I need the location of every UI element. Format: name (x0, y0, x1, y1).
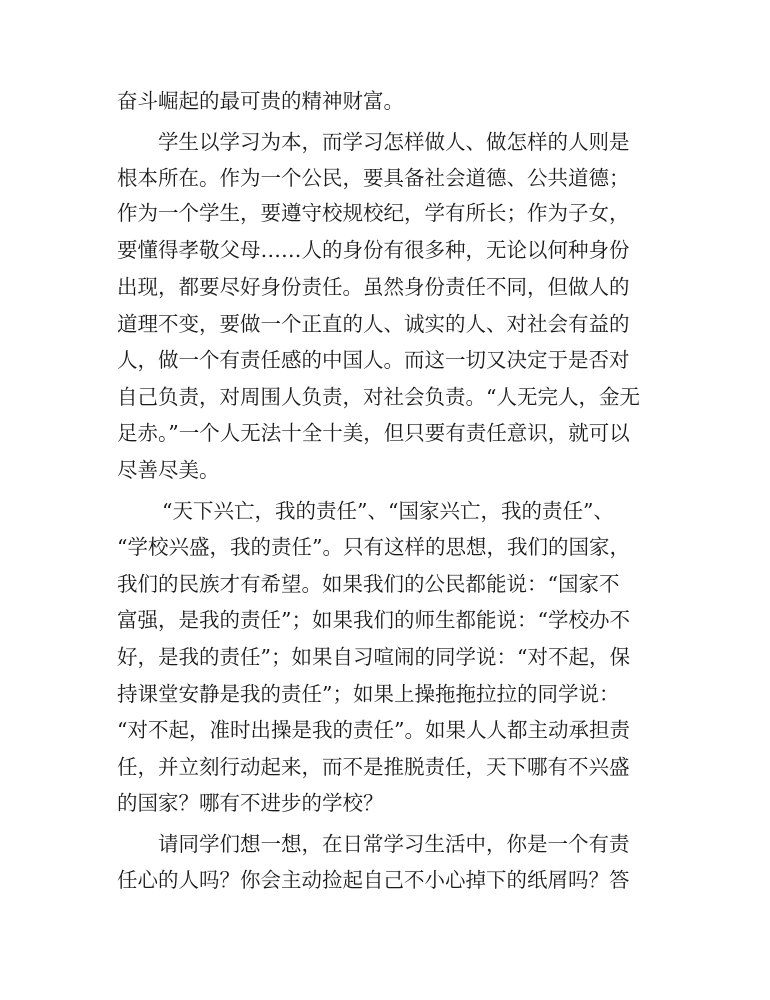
text-line: 足赤。”一个人无法十全十美，但只要有责任意识，就可以 (117, 421, 630, 445)
text-line: 根本所在。作为一个公民，要具备社会道德、公共道德； (117, 166, 630, 190)
text-line: 人，做一个有责任感的中国人。而这一切又决定于是否对 (117, 348, 630, 372)
text-line: 道理不变，要做一个正直的人、诚实的人、对社会有益的 (117, 312, 630, 336)
text-line: 作为一个学生，要遵守校规校纪，学有所长；作为子女， (117, 201, 630, 225)
text-line: 要懂得孝敬父母……人的身份有很多种，无论以何种身份 (117, 238, 630, 262)
text-line: 奋斗崛起的最可贵的精神财富。 (117, 89, 404, 113)
text-line: 富强，是我的责任”；如果我们的师生都能说：“学校办不 (117, 608, 630, 632)
text-line: 出现，都要尽好身份责任。虽然身份责任不同，但做人的 (117, 275, 630, 299)
text-line: 持课堂安静是我的责任”；如果上操拖拖拉拉的同学说： (117, 682, 620, 706)
text-line: 的国家？哪有不进步的学校？ (117, 791, 384, 815)
paragraph-start-line: “天下兴亡，我的责任”、“国家兴亡，我的责任”、 (162, 499, 614, 523)
text-line: “对不起，准时出操是我的责任”。如果人人都主动承担责 (117, 718, 630, 742)
paragraph-start-line: 请同学们想一想，在日常学习生活中，你是一个有责 (158, 832, 630, 856)
text-line: 任心的人吗？你会主动捡起自己不小心掉下的纸屑吗？答 (117, 868, 630, 892)
text-line: 尽善尽美。 (117, 458, 220, 482)
paragraph-start-line: 学生以学习为本，而学习怎样做人、做怎样的人则是 (158, 130, 630, 154)
text-line: 好，是我的责任”；如果自习喧闹的同学说：“对不起，保 (117, 645, 630, 669)
text-line: “学校兴盛，我的责任”。只有这样的思想，我们的国家， (117, 535, 630, 559)
text-line: 自己负责，对周围人负责，对社会负责。“人无完人，金无 (117, 385, 640, 409)
text-line: 任，并立刻行动起来，而不是推脱责任，天下哪有不兴盛 (117, 755, 630, 779)
text-line: 我们的民族才有希望。如果我们的公民都能说：“国家不 (117, 572, 620, 596)
